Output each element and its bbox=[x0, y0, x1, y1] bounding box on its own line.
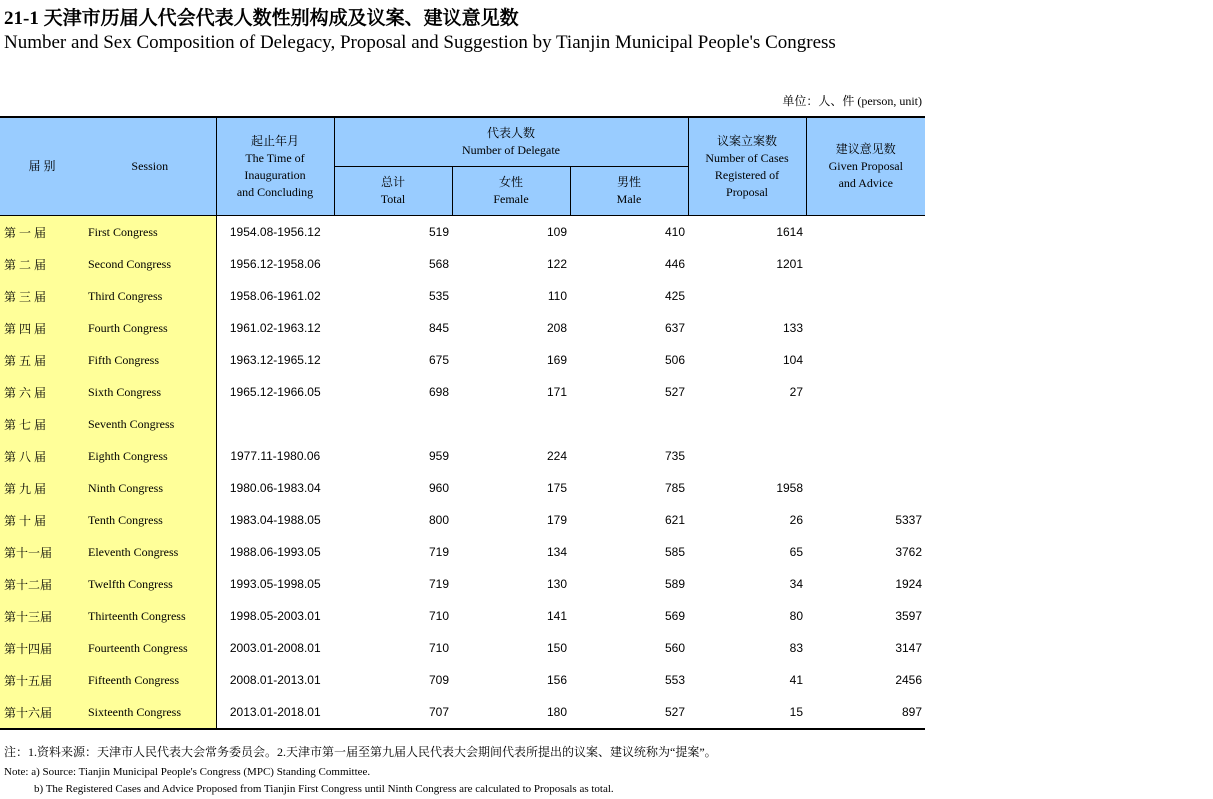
table-row bbox=[0, 472, 925, 504]
table-row bbox=[0, 216, 925, 249]
advice-cell: 5337 bbox=[895, 513, 923, 527]
note-english-a: Note: a) Source: Tianjin Municipal People's Congress (MPC) Standing Committee. bbox=[4, 766, 371, 778]
header-advice: 建议意见数 Given Proposal and Advice bbox=[806, 117, 925, 216]
table-row bbox=[0, 312, 925, 344]
note-english-b: b) The Registered Cases and Advice Proposed from Tianjin First Congress until Ninth Congress are calculated to Proposals as total. bbox=[34, 783, 614, 795]
time-cell: 1956.12-1958.06 bbox=[216, 248, 334, 280]
total-cell: 709 bbox=[428, 673, 449, 687]
male-cell: 589 bbox=[664, 577, 686, 591]
session-cn-cell: 第 八 届 bbox=[0, 440, 84, 472]
table-title-chinese: 21-1 天津市历届人代会代表人数性别构成及议案、建议意见数 bbox=[4, 8, 519, 29]
cases-cell: 41 bbox=[789, 673, 804, 687]
male-cell: 527 bbox=[664, 385, 686, 399]
session-cn-cell: 第十二届 bbox=[0, 568, 84, 600]
cases-cell: 27 bbox=[789, 385, 804, 399]
female-cell: 156 bbox=[546, 673, 567, 687]
header-total: 总计 Total bbox=[334, 167, 452, 216]
table-row bbox=[0, 408, 925, 440]
session-en-cell: Tenth Congress bbox=[84, 504, 216, 536]
table-row bbox=[0, 696, 925, 729]
cases-cell: 34 bbox=[789, 577, 804, 591]
time-cell: 2013.01-2018.01 bbox=[216, 696, 334, 729]
female-cell: 180 bbox=[452, 696, 570, 729]
advice-cell bbox=[806, 344, 925, 376]
header-time: 起止年月 The Time of Inauguration and Concluding bbox=[216, 117, 334, 216]
cases-cell: 80 bbox=[789, 609, 804, 623]
female-cell: 122 bbox=[546, 257, 567, 271]
session-cn-cell: 第 九 届 bbox=[0, 472, 84, 504]
session-en-cell: Third Congress bbox=[84, 280, 216, 312]
female-cell: 141 bbox=[546, 609, 567, 623]
female-cell: 134 bbox=[546, 545, 567, 559]
time-cell: 1998.05-2003.01 bbox=[216, 600, 334, 632]
total-cell: 535 bbox=[428, 289, 449, 303]
female-cell: 130 bbox=[546, 577, 567, 591]
session-en-cell: Fourth Congress bbox=[84, 312, 216, 344]
total-cell: 845 bbox=[428, 321, 449, 335]
total-cell: 707 bbox=[334, 696, 452, 729]
note-chinese: 注：1.资料来源：天津市人民代表大会常务委员会。2.天津市第一届至第九届人民代表大会期间代表所提出的议案、建议统称为“提案”。 bbox=[4, 745, 717, 759]
header-session-en: Session bbox=[84, 117, 216, 216]
cases-cell: 104 bbox=[782, 353, 804, 367]
male-cell: 785 bbox=[664, 481, 686, 495]
cases-cell: 1201 bbox=[776, 257, 804, 271]
advice-cell bbox=[806, 312, 925, 344]
total-cell: 519 bbox=[428, 225, 449, 239]
session-cn-cell: 第十五届 bbox=[0, 664, 84, 696]
total-cell: 568 bbox=[428, 257, 449, 271]
header-female: 女性 Female bbox=[452, 167, 570, 216]
advice-cell bbox=[806, 440, 925, 472]
table-row bbox=[0, 344, 925, 376]
session-en-cell: Fifteenth Congress bbox=[84, 664, 216, 696]
table-row bbox=[0, 600, 925, 632]
table-row bbox=[0, 280, 925, 312]
time-cell: 1961.02-1963.12 bbox=[216, 312, 334, 344]
table-row bbox=[0, 568, 925, 600]
cases-cell: 83 bbox=[789, 641, 804, 655]
female-cell: 150 bbox=[546, 641, 567, 655]
header-delegate: 代表人数 Number of Delegate bbox=[334, 117, 688, 167]
total-cell: 675 bbox=[428, 353, 449, 367]
session-en-cell: Seventh Congress bbox=[84, 408, 216, 440]
female-cell: 169 bbox=[546, 353, 567, 367]
session-cn-cell: 第 六 届 bbox=[0, 376, 84, 408]
male-cell: 585 bbox=[664, 545, 686, 559]
time-cell: 1977.11-1980.06 bbox=[216, 440, 334, 472]
session-cn-cell: 第 三 届 bbox=[0, 280, 84, 312]
time-cell: 1983.04-1988.05 bbox=[216, 504, 334, 536]
time-cell: 2008.01-2013.01 bbox=[216, 664, 334, 696]
cases-cell bbox=[688, 280, 806, 312]
session-en-cell: Eleventh Congress bbox=[84, 536, 216, 568]
table-row bbox=[0, 664, 925, 696]
female-cell: 224 bbox=[546, 449, 567, 463]
cases-cell: 1958 bbox=[776, 481, 804, 495]
session-en-cell: Sixth Congress bbox=[84, 376, 216, 408]
advice-cell bbox=[806, 280, 925, 312]
total-cell: 960 bbox=[428, 481, 449, 495]
table-title-english: Number and Sex Composition of Delegacy, Proposal and Suggestion by Tianjin Municipal People's Congress bbox=[4, 32, 836, 53]
cases-cell bbox=[688, 408, 806, 440]
table-row bbox=[0, 504, 925, 536]
session-cn-cell: 第十三届 bbox=[0, 600, 84, 632]
session-cn-cell: 第 十 届 bbox=[0, 504, 84, 536]
table-body bbox=[0, 216, 925, 730]
header-cases: 议案立案数 Number of Cases Registered of Proposal bbox=[688, 117, 806, 216]
cases-cell: 26 bbox=[789, 513, 804, 527]
time-cell: 1993.05-1998.05 bbox=[216, 568, 334, 600]
total-cell: 710 bbox=[428, 609, 449, 623]
header-male: 男性 Male bbox=[570, 167, 688, 216]
female-cell: 109 bbox=[546, 225, 567, 239]
time-cell: 2003.01-2008.01 bbox=[216, 632, 334, 664]
male-cell: 560 bbox=[664, 641, 686, 655]
male-cell: 425 bbox=[664, 289, 686, 303]
session-cn-cell: 第 一 届 bbox=[0, 216, 84, 249]
session-cn-cell: 第十一届 bbox=[0, 536, 84, 568]
male-cell: 569 bbox=[664, 609, 686, 623]
advice-cell bbox=[806, 472, 925, 504]
session-en-cell: Twelfth Congress bbox=[84, 568, 216, 600]
time-cell: 1963.12-1965.12 bbox=[216, 344, 334, 376]
advice-cell: 2456 bbox=[895, 673, 923, 687]
male-cell: 410 bbox=[664, 225, 686, 239]
male-cell: 735 bbox=[664, 449, 686, 463]
cases-cell: 15 bbox=[688, 696, 806, 729]
male-cell: 446 bbox=[664, 257, 686, 271]
advice-cell: 3147 bbox=[895, 641, 923, 655]
table-row bbox=[0, 376, 925, 408]
header-session-cn: 届 别 bbox=[0, 117, 84, 216]
male-cell: 553 bbox=[664, 673, 686, 687]
session-en-cell: Ninth Congress bbox=[84, 472, 216, 504]
advice-cell bbox=[806, 376, 925, 408]
time-cell: 1958.06-1961.02 bbox=[216, 280, 334, 312]
total-cell: 719 bbox=[428, 545, 449, 559]
session-en-cell: Second Congress bbox=[84, 248, 216, 280]
session-cn-cell: 第 四 届 bbox=[0, 312, 84, 344]
advice-cell: 3762 bbox=[895, 545, 923, 559]
female-cell: 110 bbox=[547, 289, 567, 303]
time-cell: 1954.08-1956.12 bbox=[216, 216, 334, 249]
table-row bbox=[0, 632, 925, 664]
session-cn-cell: 第 七 届 bbox=[0, 408, 84, 440]
total-cell: 698 bbox=[428, 385, 449, 399]
session-cn-cell: 第十四届 bbox=[0, 632, 84, 664]
session-cn-cell: 第 五 届 bbox=[0, 344, 84, 376]
cases-cell: 133 bbox=[782, 321, 804, 335]
female-cell: 175 bbox=[546, 481, 567, 495]
advice-cell: 3597 bbox=[895, 609, 923, 623]
time-cell: 1980.06-1983.04 bbox=[216, 472, 334, 504]
session-en-cell: Fifth Congress bbox=[84, 344, 216, 376]
table-row bbox=[0, 248, 925, 280]
female-cell: 171 bbox=[546, 385, 567, 399]
total-cell: 800 bbox=[428, 513, 449, 527]
male-cell: 621 bbox=[664, 513, 686, 527]
time-cell bbox=[216, 408, 334, 440]
advice-cell bbox=[806, 216, 925, 249]
session-en-cell: Sixteenth Congress bbox=[84, 696, 216, 729]
table-row bbox=[0, 536, 925, 568]
unit-label: 单位：人、件 (person, unit) bbox=[782, 94, 922, 108]
cases-cell bbox=[688, 440, 806, 472]
session-en-cell: First Congress bbox=[84, 216, 216, 249]
male-cell: 637 bbox=[664, 321, 686, 335]
female-cell: 208 bbox=[546, 321, 567, 335]
time-cell: 1965.12-1966.05 bbox=[216, 376, 334, 408]
female-cell: 179 bbox=[546, 513, 567, 527]
cases-cell: 65 bbox=[789, 545, 804, 559]
advice-cell: 1924 bbox=[895, 577, 923, 591]
female-cell bbox=[452, 408, 570, 440]
session-cn-cell: 第 二 届 bbox=[0, 248, 84, 280]
session-en-cell: Fourteenth Congress bbox=[84, 632, 216, 664]
total-cell: 719 bbox=[428, 577, 449, 591]
time-cell: 1988.06-1993.05 bbox=[216, 536, 334, 568]
session-en-cell: Eighth Congress bbox=[84, 440, 216, 472]
congress-table bbox=[0, 116, 925, 730]
cases-cell: 1614 bbox=[776, 225, 804, 239]
male-cell: 527 bbox=[570, 696, 688, 729]
advice-cell: 897 bbox=[806, 696, 925, 729]
advice-cell bbox=[806, 248, 925, 280]
total-cell bbox=[334, 408, 452, 440]
total-cell: 959 bbox=[428, 449, 449, 463]
table-row bbox=[0, 440, 925, 472]
male-cell bbox=[570, 408, 688, 440]
total-cell: 710 bbox=[428, 641, 449, 655]
male-cell: 506 bbox=[664, 353, 686, 367]
session-en-cell: Thirteenth Congress bbox=[84, 600, 216, 632]
advice-cell bbox=[806, 408, 925, 440]
session-cn-cell: 第十六届 bbox=[0, 696, 84, 729]
